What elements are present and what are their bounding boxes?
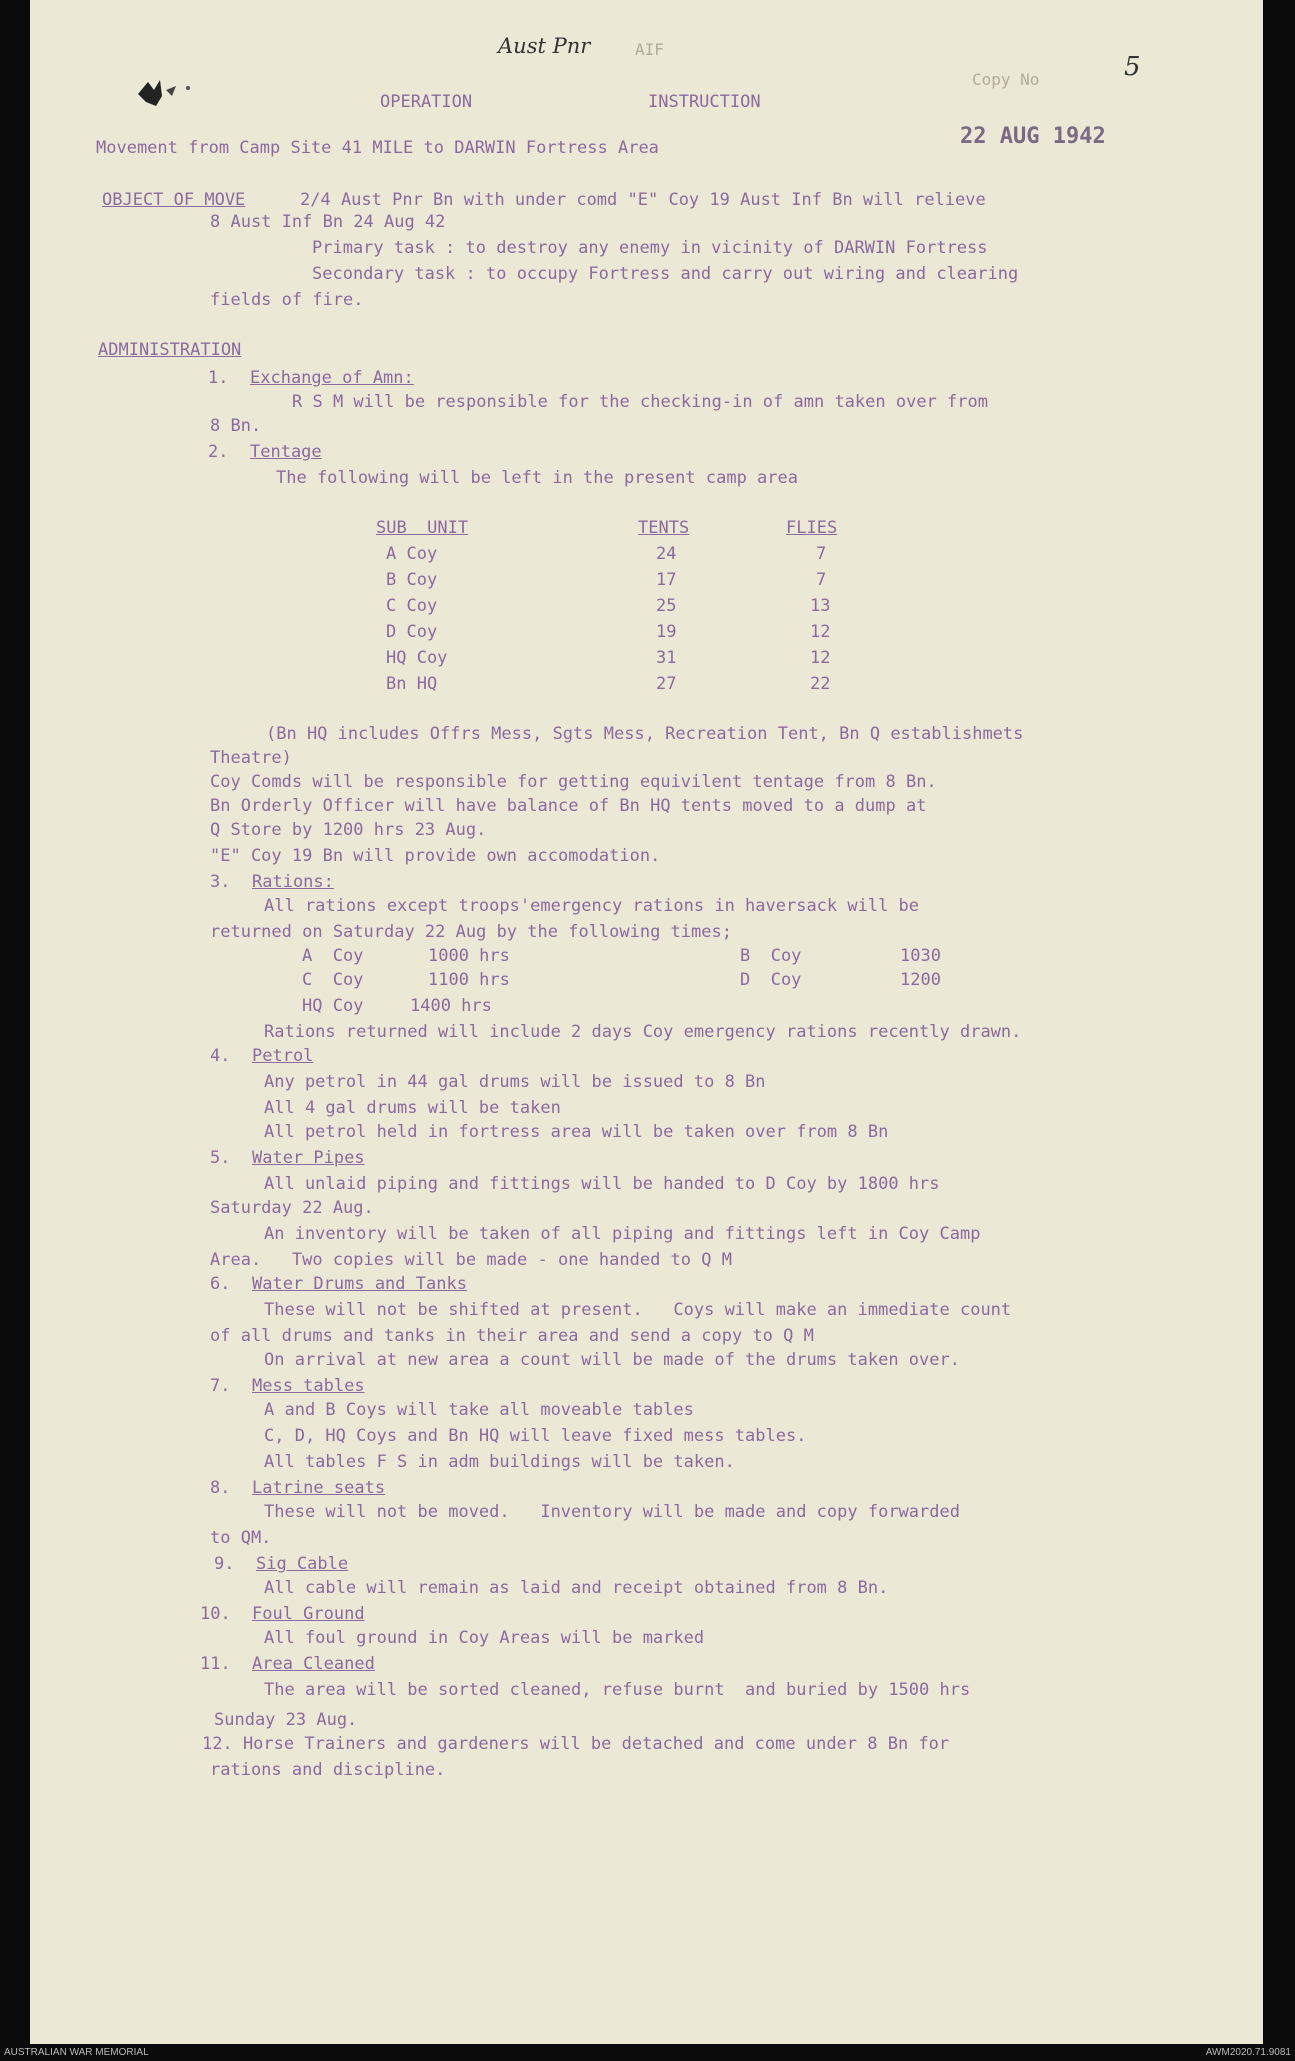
s1-line-1: R S M will be responsible for the checking-in of amn taken over from bbox=[292, 392, 988, 412]
s9-number: 9. bbox=[214, 1554, 235, 1574]
ration-time-value: 1100 hrs bbox=[428, 970, 510, 990]
s2-line-1: (Bn HQ includes Offrs Mess, Sgts Mess, Recreation Tent, Bn Q establishmets bbox=[266, 724, 1024, 744]
s5-line-2: Saturday 22 Aug. bbox=[210, 1198, 374, 1218]
s11-number: 11. bbox=[200, 1654, 231, 1674]
object-line-3: Primary task : to destroy any enemy in vicinity of DARWIN Fortress bbox=[312, 238, 988, 258]
s10-line-1: All foul ground in Coy Areas will be marked bbox=[264, 1628, 705, 1648]
table-row-unit: B Coy bbox=[386, 570, 438, 590]
s7-line-1: A and B Coys will take all moveable tables bbox=[264, 1400, 694, 1420]
s2-title: Tentage bbox=[250, 442, 322, 462]
table-row-tents: 31 bbox=[656, 648, 677, 668]
table-row-tents: 17 bbox=[656, 570, 677, 590]
object-heading: OBJECT OF MOVE bbox=[102, 190, 246, 210]
s1-line-2: 8 Bn. bbox=[210, 416, 262, 436]
object-line-2: 8 Aust Inf Bn 24 Aug 42 bbox=[210, 212, 446, 232]
faded-aif: AIF bbox=[635, 40, 664, 59]
s6-line-2: of all drums and tanks in their area and send a copy to Q M bbox=[210, 1326, 814, 1346]
table-header-flies: FLIES bbox=[786, 518, 838, 538]
copy-label: Copy No bbox=[972, 70, 1040, 89]
table-header-tents: TENTS bbox=[638, 518, 690, 538]
ration-time-coy: B Coy bbox=[740, 946, 802, 966]
table-header-sub-unit: SUB UNIT bbox=[376, 518, 469, 538]
table-row-unit: Bn HQ bbox=[386, 674, 438, 694]
s11-line-1: The area will be sorted cleaned, refuse burnt and buried by 1500 hrs bbox=[264, 1680, 971, 1700]
table-row-flies: 7 bbox=[816, 544, 827, 564]
ration-time-coy: C Coy bbox=[302, 970, 364, 990]
ink-smudge-icon bbox=[136, 76, 206, 110]
s7-number: 7. bbox=[210, 1376, 231, 1396]
handwritten-unit: Aust Pnr bbox=[498, 34, 591, 58]
ration-time-value: 1400 hrs bbox=[410, 996, 492, 1016]
object-line-1: 2/4 Aust Pnr Bn with under comd "E" Coy 19 Aust Inf Bn will relieve bbox=[300, 190, 986, 210]
title-instruction: INSTRUCTION bbox=[648, 92, 761, 112]
s2-number: 2. bbox=[208, 442, 229, 462]
s12-line-1: 12. Horse Trainers and gardeners will be detached and come under 8 Bn for bbox=[202, 1734, 950, 1754]
table-row-tents: 19 bbox=[656, 622, 677, 642]
object-line-4: Secondary task : to occupy Fortress and carry out wiring and clearing bbox=[312, 264, 1019, 284]
s9-title: Sig Cable bbox=[256, 1554, 349, 1574]
s2-line-3: Coy Comds will be responsible for getting equivilent tentage from 8 Bn. bbox=[210, 772, 937, 792]
s8-number: 8. bbox=[210, 1478, 231, 1498]
copy-number: 5 bbox=[1124, 52, 1141, 82]
table-row-unit: C Coy bbox=[386, 596, 438, 616]
s3-line-2: returned on Saturday 22 Aug by the following times; bbox=[210, 922, 732, 942]
s2-line-2: Theatre) bbox=[210, 748, 292, 768]
s10-title: Foul Ground bbox=[252, 1604, 365, 1624]
table-row-tents: 27 bbox=[656, 674, 677, 694]
s5-number: 5. bbox=[210, 1148, 231, 1168]
s3-number: 3. bbox=[210, 872, 231, 892]
s10-number: 10. bbox=[200, 1604, 231, 1624]
s1-number: 1. bbox=[208, 368, 229, 388]
s6-title: Water Drums and Tanks bbox=[252, 1274, 467, 1294]
s5-title: Water Pipes bbox=[252, 1148, 365, 1168]
s7-line-3: All tables F S in adm buildings will be taken. bbox=[264, 1452, 735, 1472]
s8-title: Latrine seats bbox=[252, 1478, 386, 1498]
s6-line-1: These will not be shifted at present. Coys will make an immediate count bbox=[264, 1300, 1012, 1320]
ration-time-coy: HQ Coy bbox=[302, 996, 364, 1016]
s7-line-2: C, D, HQ Coys and Bn HQ will leave fixed mess tables. bbox=[264, 1426, 807, 1446]
s4-line-3: All petrol held in fortress area will be taken over from 8 Bn bbox=[264, 1122, 889, 1142]
s3-line-1: All rations except troops'emergency rations in haversack will be bbox=[264, 896, 920, 916]
document-page bbox=[30, 0, 1263, 2044]
s4-line-2: All 4 gal drums will be taken bbox=[264, 1098, 561, 1118]
s5-line-1: All unlaid piping and fittings will be handed to D Coy by 1800 hrs bbox=[264, 1174, 940, 1194]
movement-line: Movement from Camp Site 41 MILE to DARWIN Fortress Area bbox=[96, 138, 659, 158]
table-row-flies: 13 bbox=[810, 596, 831, 616]
table-row-flies: 22 bbox=[810, 674, 831, 694]
s2-line-6: "E" Coy 19 Bn will provide own accomodation. bbox=[210, 846, 661, 866]
s9-line-1: All cable will remain as laid and receipt obtained from 8 Bn. bbox=[264, 1578, 889, 1598]
table-row-flies: 7 bbox=[816, 570, 827, 590]
table-row-flies: 12 bbox=[810, 648, 831, 668]
table-row-flies: 12 bbox=[810, 622, 831, 642]
s6-number: 6. bbox=[210, 1274, 231, 1294]
ration-time-value: 1200 bbox=[900, 970, 941, 990]
table-row-unit: D Coy bbox=[386, 622, 438, 642]
footer-archive-id: AWM2020.71.9081 bbox=[1205, 2047, 1291, 2058]
s4-number: 4. bbox=[210, 1046, 231, 1066]
s4-line-1: Any petrol in 44 gal drums will be issued to 8 Bn bbox=[264, 1072, 766, 1092]
title-operation: OPERATION bbox=[380, 92, 473, 112]
s4-title: Petrol bbox=[252, 1046, 314, 1066]
s12-line-2: rations and discipline. bbox=[210, 1760, 446, 1780]
s11-title: Area Cleaned bbox=[252, 1654, 375, 1674]
s3-line-3: Rations returned will include 2 days Coy emergency rations recently drawn. bbox=[264, 1022, 1022, 1042]
object-line-5: fields of fire. bbox=[210, 290, 364, 310]
s1-title: Exchange of Amn: bbox=[250, 368, 414, 388]
ration-time-value: 1030 bbox=[900, 946, 941, 966]
s7-title: Mess tables bbox=[252, 1376, 365, 1396]
table-row-tents: 24 bbox=[656, 544, 677, 564]
date-stamp: 22 AUG 1942 bbox=[960, 124, 1106, 149]
s6-line-3: On arrival at new area a count will be made of the drums taken over. bbox=[264, 1350, 960, 1370]
admin-heading: ADMINISTRATION bbox=[98, 340, 242, 360]
s2-intro: The following will be left in the present camp area bbox=[276, 468, 798, 488]
s11-line-2: Sunday 23 Aug. bbox=[214, 1710, 358, 1730]
s8-line-1: These will not be moved. Inventory will be made and copy forwarded bbox=[264, 1502, 960, 1522]
s2-line-5: Q Store by 1200 hrs 23 Aug. bbox=[210, 820, 487, 840]
table-row-tents: 25 bbox=[656, 596, 677, 616]
ration-time-coy: A Coy bbox=[302, 946, 364, 966]
table-row-unit: HQ Coy bbox=[386, 648, 448, 668]
ration-time-coy: D Coy bbox=[740, 970, 802, 990]
table-row-unit: A Coy bbox=[386, 544, 438, 564]
s5-line-3: An inventory will be taken of all piping and fittings left in Coy Camp bbox=[264, 1224, 981, 1244]
s8-line-2: to QM. bbox=[210, 1528, 272, 1548]
ration-time-value: 1000 hrs bbox=[428, 946, 510, 966]
s5-line-4: Area. Two copies will be made - one handed to Q M bbox=[210, 1250, 732, 1270]
s3-title: Rations: bbox=[252, 872, 334, 892]
footer-archive-name: AUSTRALIAN WAR MEMORIAL bbox=[4, 2047, 149, 2058]
s2-line-4: Bn Orderly Officer will have balance of Bn HQ tents moved to a dump at bbox=[210, 796, 927, 816]
